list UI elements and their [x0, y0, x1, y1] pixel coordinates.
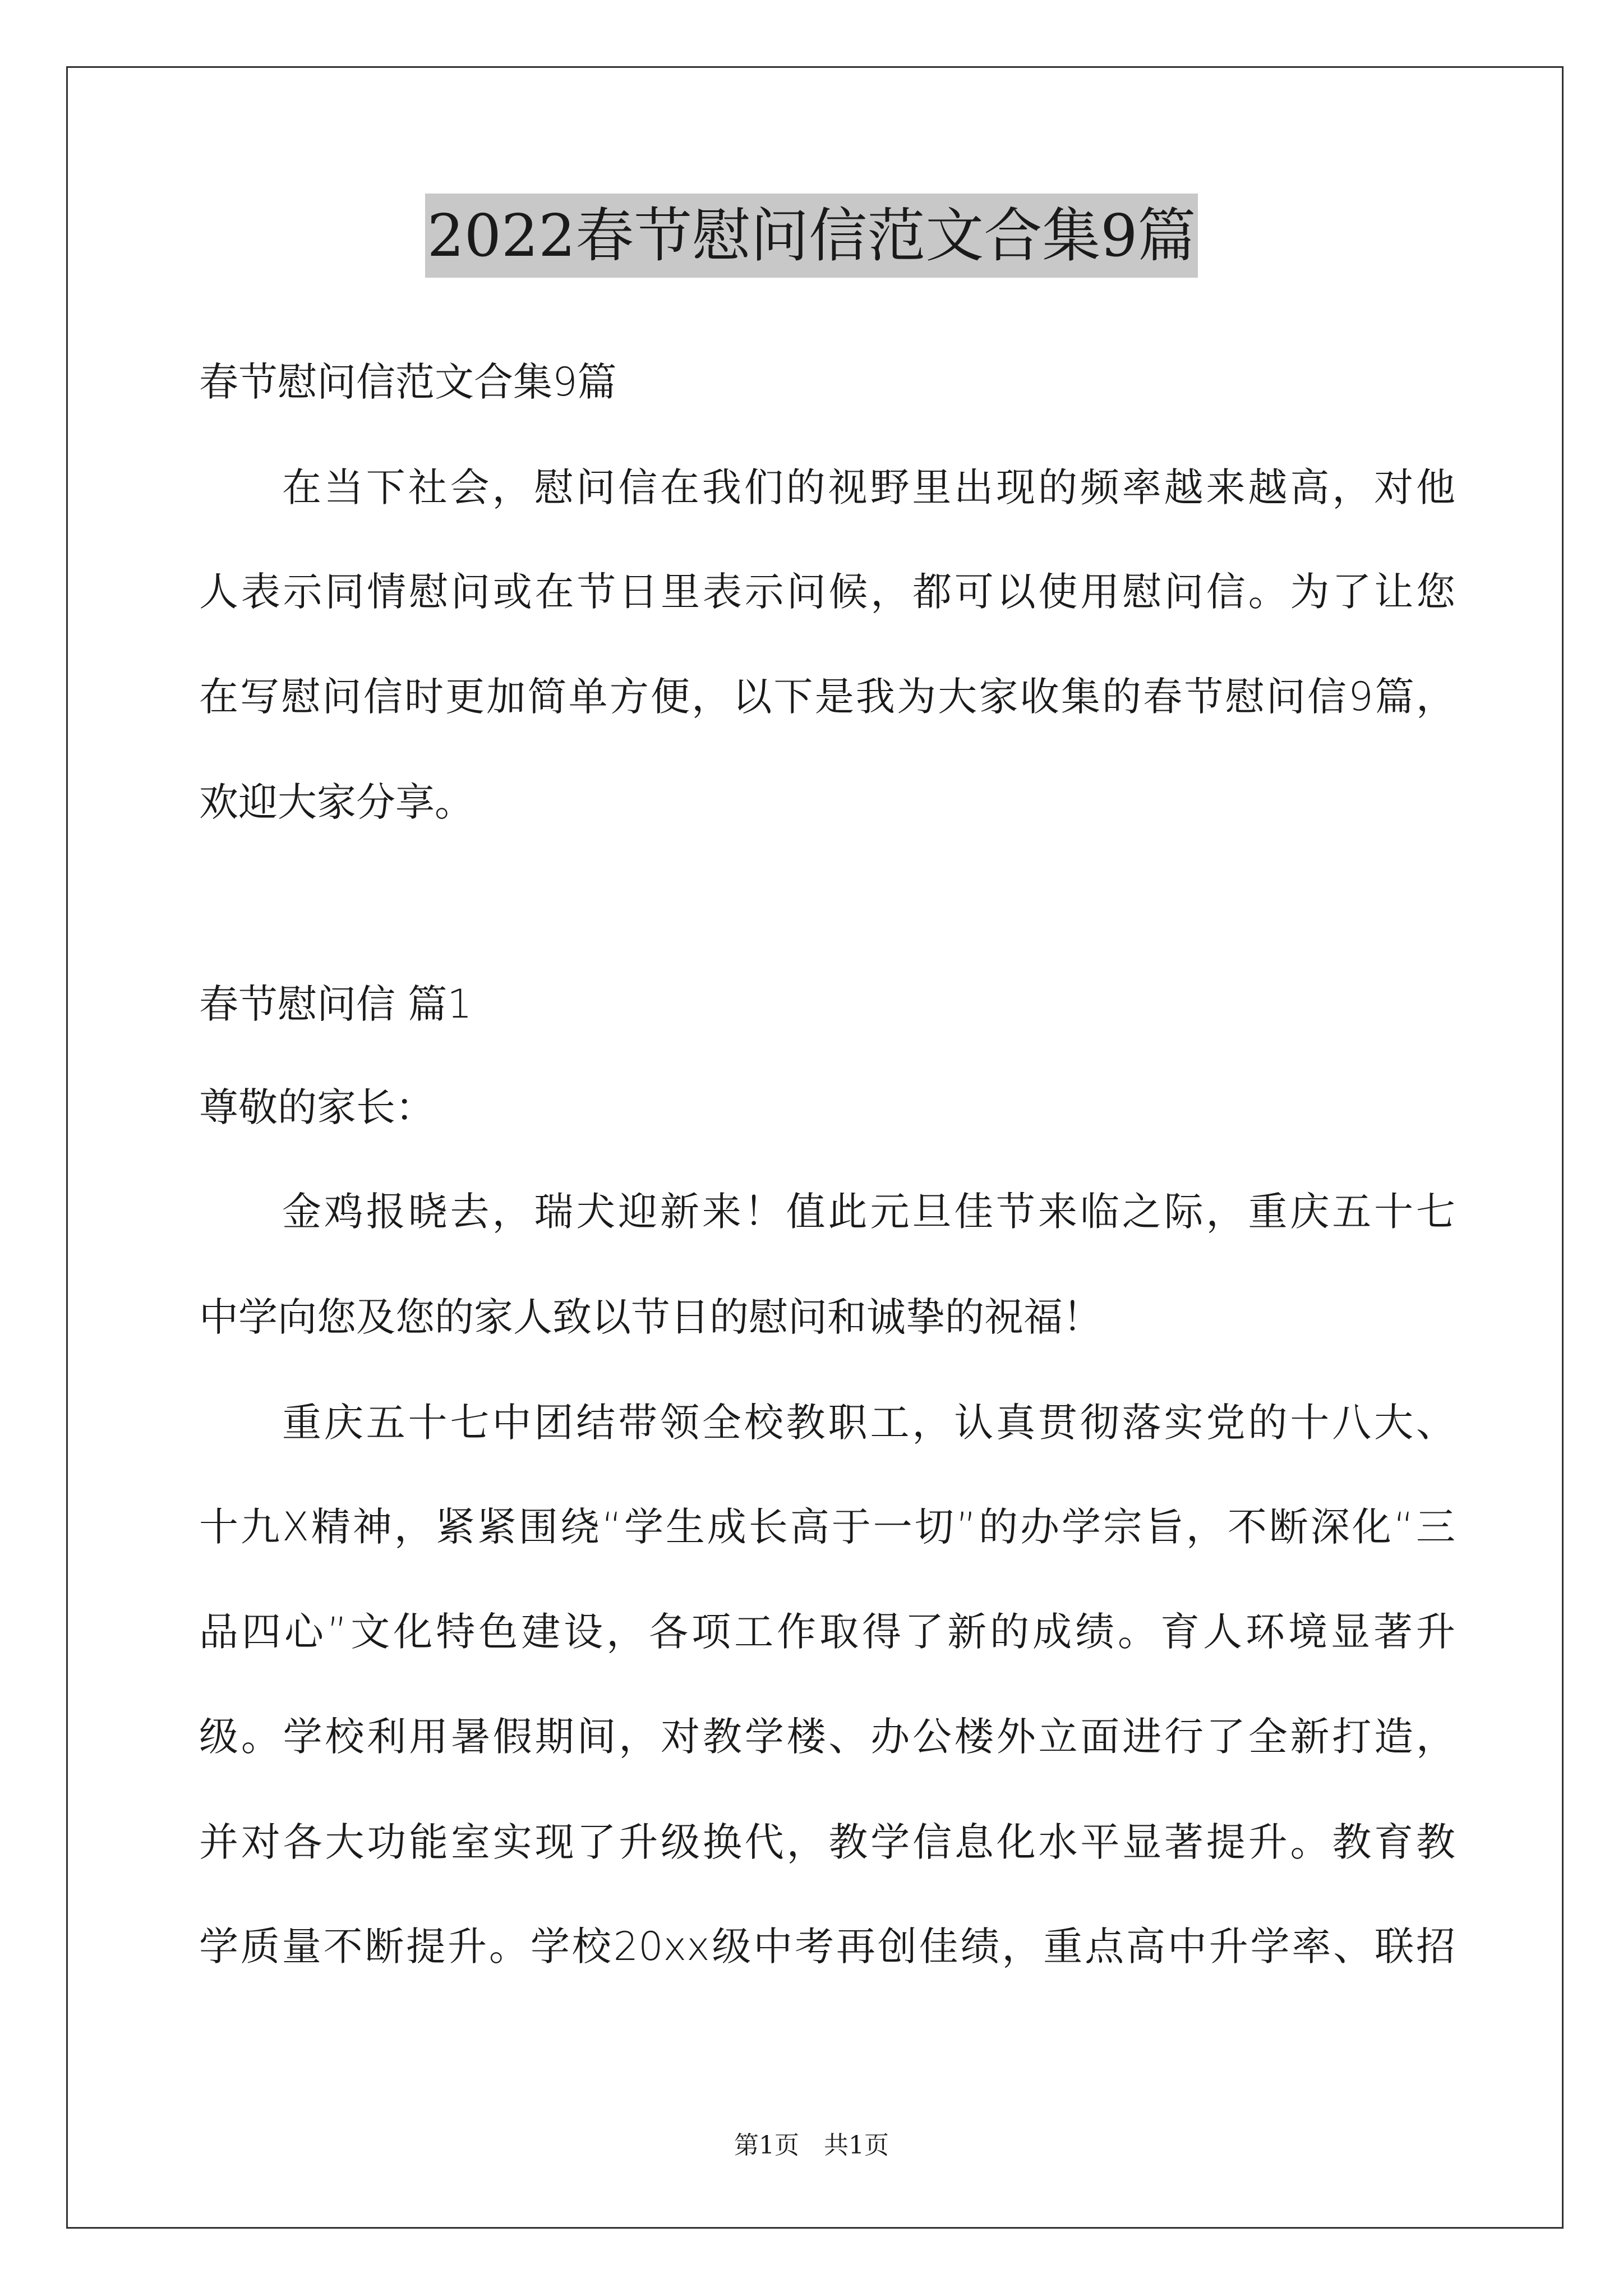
intro-line: 人表示同情慰问或在节日里表示问候，都可以使用慰问信。为了让您 [199, 569, 1455, 615]
paragraph-line: 品四心”文化特色建设，各项工作取得了新的成绩。育人环境显著升 [199, 1609, 1455, 1655]
paragraph-line: 并对各大功能室实现了升级换代，教学信息化水平显著提升。教育教 [199, 1819, 1455, 1865]
paragraph-line: 重庆五十七中团结带领全校教职工，认真贯彻落实党的十八大、 [282, 1400, 1455, 1446]
paragraph-line: 金鸡报晓去，瑞犬迎新来！值此元旦佳节来临之际，重庆五十七 [282, 1189, 1455, 1235]
subtitle: 春节慰问信范文合集9篇 [199, 359, 617, 405]
paragraph-line: 十九X精神，紧紧围绕“学生成长高于一切”的办学宗旨，不断深化“三 [199, 1504, 1455, 1550]
intro-line: 在当下社会，慰问信在我们的视野里出现的频率越来越高，对他 [282, 464, 1455, 510]
section-heading: 春节慰问信 篇1 [199, 981, 472, 1027]
paragraph-line: 学质量不断提升。学校20xx级中考再创佳绩，重点高中升学率、联招 [199, 1924, 1455, 1970]
intro-line: 在写慰问信时更加简单方便，以下是我为大家收集的春节慰问信9篇， [199, 674, 1455, 720]
intro-line: 欢迎大家分享。 [199, 779, 474, 825]
salutation: 尊敬的家长： [199, 1084, 435, 1130]
document-title: 2022春节慰问信范文合集9篇 [425, 194, 1198, 278]
page-footer: 第1页 共1页 [734, 2131, 889, 2160]
paragraph-line: 中学向您及您的家人致以节日的慰问和诚挚的祝福！ [199, 1294, 1102, 1340]
title-container [0, 194, 1623, 278]
paragraph-line: 级。学校利用暑假期间，对教学楼、办公楼外立面进行了全新打造， [199, 1714, 1455, 1760]
